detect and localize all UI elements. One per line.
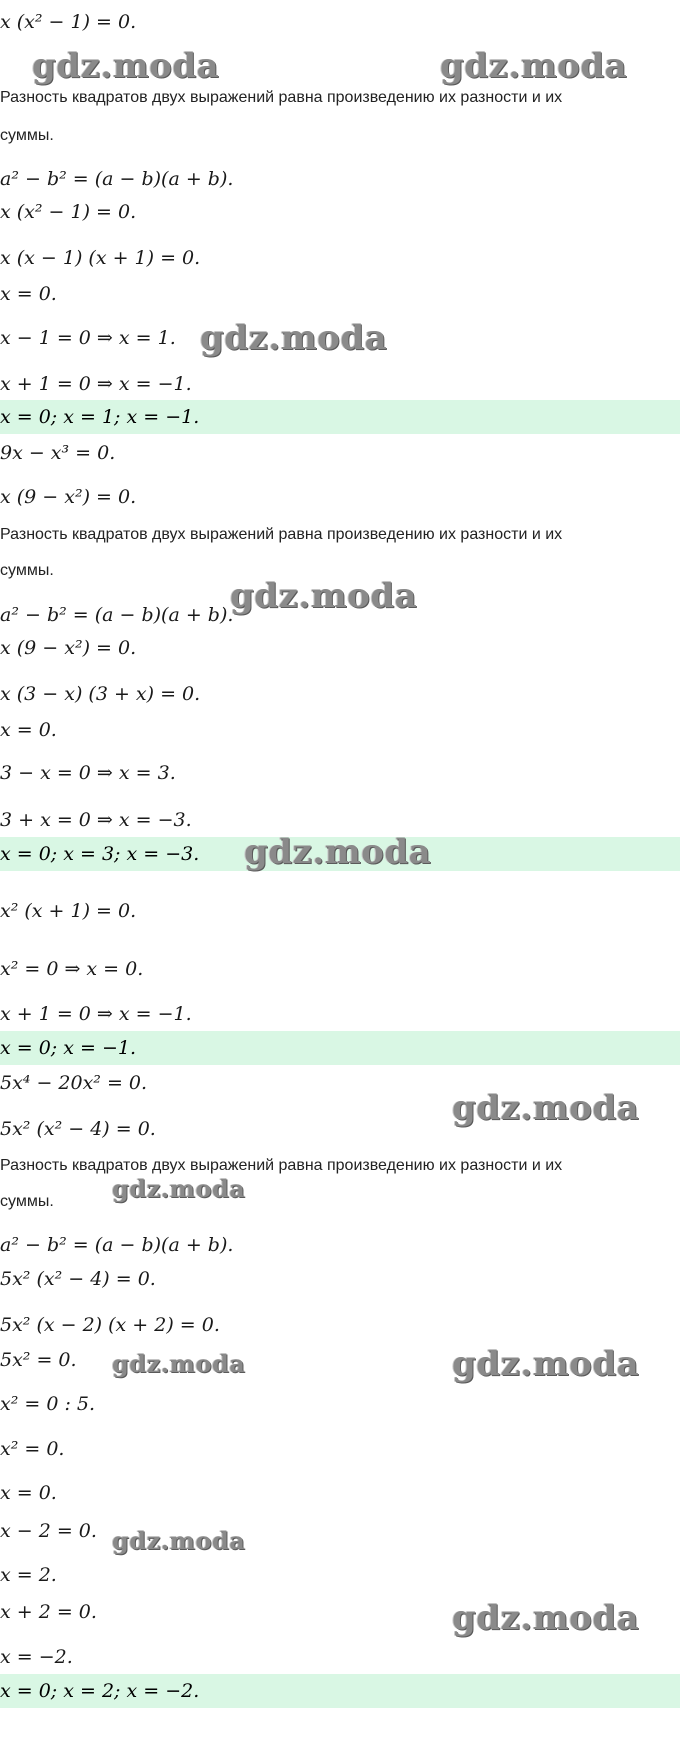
answer-band	[0, 1674, 680, 1708]
answer-text: x = 0; x = 2; x = −2.	[0, 1680, 200, 1702]
formula-line: a² − b² = (a − b)(a + b).	[0, 168, 234, 190]
equation-line: x = 2.	[0, 1564, 57, 1586]
explanation-text: Разность квадратов двух выражений равна произведению их разности и их	[0, 89, 563, 106]
formula-line: a² − b² = (a − b)(a + b).	[0, 1234, 234, 1256]
equation-line: x (3 − x) (3 + x) = 0.	[0, 683, 201, 705]
equation-line: x² (x + 1) = 0.	[0, 900, 137, 922]
watermark-logo: gdz.moda	[112, 1174, 246, 1203]
answer-text: x = 0; x = 1; x = −1.	[0, 406, 200, 428]
equation-line: x (9 − x²) = 0.	[0, 486, 137, 508]
equation-line: x = 0.	[0, 283, 57, 305]
equation-line: 3 + x = 0 ⇒ x = −3.	[0, 809, 192, 831]
equation-line: x = 0.	[0, 1482, 57, 1504]
explanation-text-continued: суммы.	[0, 562, 54, 579]
watermark-logo: gdz.moda	[244, 832, 432, 872]
equation-line: 5x² (x² − 4) = 0.	[0, 1118, 156, 1140]
equation-line: x (9 − x²) = 0.	[0, 637, 137, 659]
watermark-logo: gdz.moda	[452, 1344, 640, 1384]
watermark-logo: gdz.moda	[200, 318, 388, 358]
answer-band	[0, 400, 680, 434]
watermark-logo: gdz.moda	[112, 1526, 246, 1555]
watermark-logo: gdz.moda	[440, 46, 628, 86]
equation-line: x − 1 = 0 ⇒ x = 1.	[0, 327, 176, 349]
answer-band	[0, 1031, 680, 1065]
watermark-logo: gdz.moda	[452, 1598, 640, 1638]
equation-line: 5x² = 0.	[0, 1349, 77, 1371]
equation-line: x² = 0.	[0, 1438, 65, 1460]
watermark-logo: gdz.moda	[230, 576, 418, 616]
watermark-logo: gdz.moda	[452, 1088, 640, 1128]
equation-line: 3 − x = 0 ⇒ x = 3.	[0, 762, 176, 784]
answer-text: x = 0; x = 3; x = −3.	[0, 843, 200, 865]
equation-line: x (x² − 1) = 0.	[0, 201, 137, 223]
watermark-logo: gdz.moda	[112, 1349, 246, 1378]
equation-line: 5x⁴ − 20x² = 0.	[0, 1072, 148, 1094]
watermark-logo: gdz.moda	[32, 46, 220, 86]
explanation-text-continued: суммы.	[0, 1193, 54, 1210]
equation-line: 5x² (x − 2) (x + 2) = 0.	[0, 1314, 220, 1336]
equation-line: 9x − x³ = 0.	[0, 442, 116, 464]
equation-line: x + 2 = 0.	[0, 1601, 97, 1623]
equation-line: x² = 0 ⇒ x = 0.	[0, 958, 144, 980]
equation-line: x = 0.	[0, 719, 57, 741]
equation-line: x² = 0 : 5.	[0, 1393, 96, 1415]
equation-line: x (x − 1) (x + 1) = 0.	[0, 247, 201, 269]
equation-line: 5x² (x² − 4) = 0.	[0, 1268, 156, 1290]
equation-line: x + 1 = 0 ⇒ x = −1.	[0, 1003, 192, 1025]
explanation-text-continued: суммы.	[0, 127, 54, 144]
equation-line: x = −2.	[0, 1646, 73, 1668]
equation-line: x − 2 = 0.	[0, 1520, 97, 1542]
explanation-text: Разность квадратов двух выражений равна произведению их разности и их	[0, 526, 563, 543]
explanation-text: Разность квадратов двух выражений равна произведению их разности и их	[0, 1157, 563, 1174]
equation-line: x (x² − 1) = 0.	[0, 11, 137, 33]
answer-text: x = 0; x = −1.	[0, 1037, 137, 1059]
equation-line: x + 1 = 0 ⇒ x = −1.	[0, 373, 192, 395]
formula-line: a² − b² = (a − b)(a + b).	[0, 604, 234, 626]
